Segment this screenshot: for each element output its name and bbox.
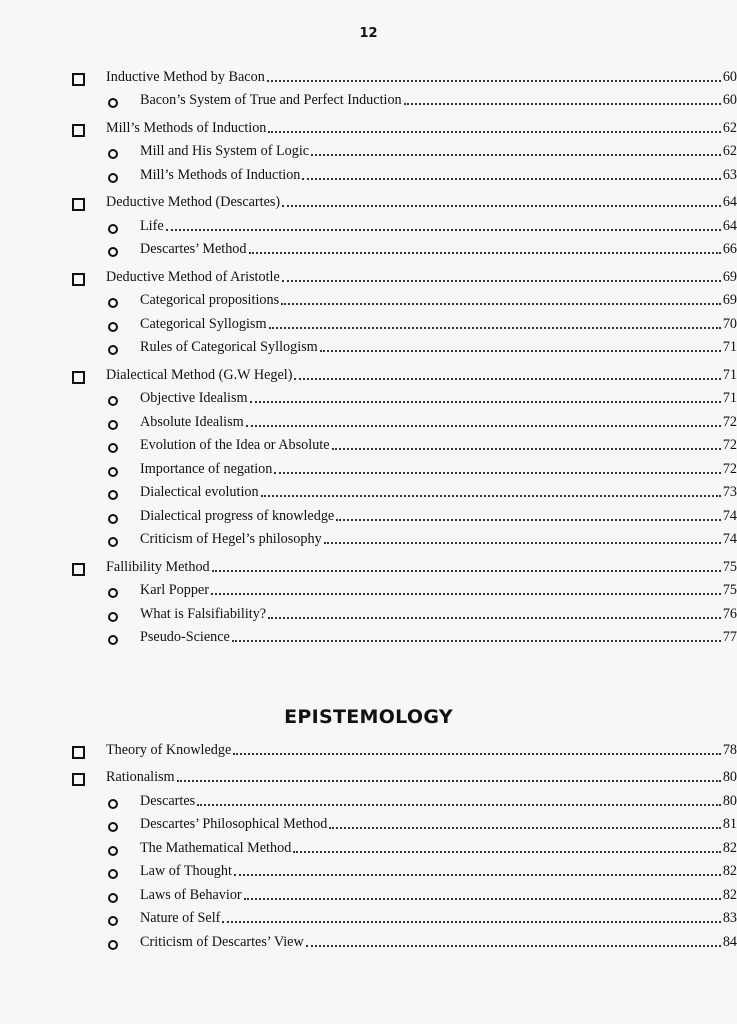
- dot-leader: [306, 945, 721, 947]
- dot-leader: [320, 350, 721, 352]
- toc-entry-label: Mill and His System of Logic: [140, 143, 310, 159]
- toc-entry-label: Categorical Syllogism: [140, 315, 267, 332]
- toc-entry-page: 77: [722, 629, 737, 645]
- toc-subentry: [0, 335, 737, 359]
- circle-bullet-icon: [108, 841, 140, 859]
- toc-entry-page: 71: [722, 390, 737, 406]
- toc-subentry: [0, 386, 737, 410]
- circle-bullet-icon: [108, 144, 140, 162]
- checkbox-bullet-icon: [72, 743, 106, 761]
- toc-entry-page: 74: [722, 531, 737, 547]
- toc-entry-label: Theory of Knowledge: [106, 741, 232, 758]
- circle-bullet-icon: [108, 293, 140, 311]
- toc-entry-page: 78: [722, 741, 737, 758]
- dot-leader: [336, 519, 721, 521]
- circle-bullet-icon: [108, 242, 140, 260]
- toc-entry-label: Mill’s Methods of Induction: [106, 119, 267, 136]
- toc-entry-page: 64: [722, 217, 737, 234]
- toc-entry-page: 74: [722, 507, 737, 524]
- dot-leader: [332, 448, 721, 450]
- toc-subentry: [0, 882, 737, 906]
- checkbox-bullet-icon: [72, 121, 106, 139]
- dot-leader: [311, 154, 721, 156]
- toc-subentry: [0, 578, 737, 602]
- checkbox-bullet-icon: [72, 770, 106, 788]
- toc-subentry: [0, 906, 737, 930]
- circle-bullet-icon: [108, 93, 140, 111]
- circle-bullet-icon: [108, 219, 140, 237]
- dot-leader: [267, 80, 721, 82]
- circle-bullet-icon: [108, 888, 140, 906]
- toc-entry-label: Life: [140, 217, 164, 234]
- toc-entry-label: Dialectical Method (G.W Hegel): [106, 366, 293, 383]
- toc-subentry: [0, 288, 737, 312]
- dot-leader: [293, 851, 721, 853]
- toc-subentry: [0, 409, 737, 433]
- toc-entry-label: Inductive Method by Bacon: [106, 68, 265, 85]
- toc-section-epistemology: [0, 733, 737, 953]
- toc-entry-page: 63: [722, 166, 737, 183]
- toc-subentry: [0, 213, 737, 237]
- toc-entry-label: Absolute Idealism: [140, 413, 244, 430]
- toc-entry-label: Criticism of Hegel’s philosophy: [140, 531, 322, 547]
- toc-subentry: [0, 812, 737, 836]
- dot-leader: [281, 303, 721, 305]
- toc-subentry: [0, 788, 737, 812]
- toc-entry-label: Law of Thought: [140, 863, 232, 879]
- dot-leader: [177, 780, 721, 782]
- circle-bullet-icon: [108, 391, 140, 409]
- toc-entry-label: Criticism of Descartes’ View: [140, 933, 304, 950]
- toc-entry-page: 72: [722, 437, 737, 453]
- toc-entry: [0, 64, 737, 88]
- toc-entry: [0, 765, 737, 789]
- toc-entry-page: 72: [722, 460, 737, 477]
- toc-entry-page: 75: [722, 582, 737, 598]
- toc-subentry: [0, 503, 737, 527]
- dot-leader: [232, 640, 721, 642]
- dot-leader: [269, 327, 721, 329]
- toc-subentry: [0, 311, 737, 335]
- toc-entry-page: 64: [722, 194, 737, 210]
- circle-bullet-icon: [108, 340, 140, 358]
- page-number: 12: [359, 26, 378, 41]
- toc-entry-page: 62: [722, 143, 737, 159]
- toc-entry-page: 66: [722, 241, 737, 257]
- dot-leader: [268, 617, 721, 619]
- toc-section-methods: [0, 60, 737, 648]
- dot-leader: [294, 378, 720, 380]
- toc-subentry: [0, 625, 737, 649]
- dot-leader: [282, 205, 721, 207]
- toc-entry-label: Categorical propositions: [140, 292, 280, 308]
- circle-bullet-icon: [108, 532, 140, 550]
- toc-entry: [0, 190, 737, 214]
- toc-entry-label: The Mathematical Method: [140, 839, 292, 856]
- toc-entry-page: 69: [722, 268, 737, 285]
- toc-entry-page: 70: [722, 315, 737, 332]
- dot-leader: [166, 229, 721, 231]
- toc-entry-label: Fallibility Method: [106, 558, 210, 575]
- checkbox-bullet-icon: [72, 560, 106, 578]
- dot-leader: [246, 425, 721, 427]
- circle-bullet-icon: [108, 864, 140, 882]
- toc-entry-page: 69: [722, 292, 737, 308]
- dot-leader: [324, 542, 721, 544]
- dot-leader: [211, 593, 721, 595]
- toc-entry: [0, 115, 737, 139]
- circle-bullet-icon: [108, 935, 140, 953]
- toc-subentry: [0, 139, 737, 163]
- dot-leader: [261, 495, 721, 497]
- toc-entry-label: Pseudo-Science: [140, 629, 230, 645]
- toc-entry: [0, 737, 737, 761]
- dot-leader: [212, 570, 721, 572]
- circle-bullet-icon: [108, 168, 140, 186]
- dot-leader: [234, 874, 721, 876]
- toc-entry-label: Dialectical progress of knowledge: [140, 507, 335, 524]
- toc-entry: [0, 362, 737, 386]
- toc-entry-label: Descartes’ Philosophical Method: [140, 816, 328, 832]
- toc-entry-label: Bacon’s System of True and Perfect Induction: [140, 92, 402, 108]
- toc-subentry: [0, 835, 737, 859]
- toc-entry-label: What is Falsifiability?: [140, 605, 267, 622]
- toc-entry-label: Rules of Categorical Syllogism: [140, 339, 318, 355]
- toc-entry-page: 82: [722, 839, 737, 856]
- toc-entry-label: Evolution of the Idea or Absolute: [140, 437, 330, 453]
- toc-subentry: [0, 929, 737, 953]
- circle-bullet-icon: [108, 794, 140, 812]
- toc-entry-page: 72: [722, 413, 737, 430]
- dot-leader: [250, 401, 721, 403]
- toc-entry-label: Dialectical evolution: [140, 484, 259, 500]
- toc-entry-label: Mill’s Methods of Induction: [140, 166, 301, 183]
- toc-entry-label: Deductive Method (Descartes): [106, 194, 281, 210]
- dot-leader: [268, 131, 720, 133]
- toc-entry-page: 76: [722, 605, 737, 622]
- toc-entry-label: Rationalism: [106, 769, 175, 785]
- toc-subentry: [0, 237, 737, 261]
- toc-entry-page: 80: [722, 792, 737, 809]
- toc-entry-page: 82: [722, 863, 737, 879]
- circle-bullet-icon: [108, 462, 140, 480]
- toc-entry-label: Importance of negation: [140, 460, 273, 477]
- circle-bullet-icon: [108, 485, 140, 503]
- dot-leader: [244, 898, 721, 900]
- dot-leader: [302, 178, 720, 180]
- dot-leader: [404, 103, 721, 105]
- toc-entry-label: Descartes’ Method: [140, 241, 247, 257]
- toc-entry: [0, 554, 737, 578]
- toc-entry-label: Deductive Method of Aristotle: [106, 268, 280, 285]
- toc-subentry: [0, 480, 737, 504]
- toc-entry-page: 81: [722, 816, 737, 832]
- toc-entry-page: 73: [722, 484, 737, 500]
- circle-bullet-icon: [108, 438, 140, 456]
- circle-bullet-icon: [108, 509, 140, 527]
- circle-bullet-icon: [108, 607, 140, 625]
- dot-leader: [222, 921, 720, 923]
- toc-entry-page: 83: [722, 910, 737, 926]
- circle-bullet-icon: [108, 415, 140, 433]
- dot-leader: [249, 252, 721, 254]
- toc-entry-page: 75: [722, 558, 737, 575]
- checkbox-bullet-icon: [72, 368, 106, 386]
- toc-subentry: [0, 433, 737, 457]
- toc-subentry: [0, 859, 737, 883]
- circle-bullet-icon: [108, 817, 140, 835]
- toc-entry-page: 62: [722, 119, 737, 136]
- dot-leader: [282, 280, 721, 282]
- checkbox-bullet-icon: [72, 195, 106, 213]
- section-heading-epistemology: EPISTEMOLOGY: [284, 706, 453, 728]
- toc-entry-label: Nature of Self: [140, 910, 221, 926]
- toc-subentry: [0, 601, 737, 625]
- toc-entry-page: 82: [722, 886, 737, 903]
- toc-entry-page: 71: [722, 366, 737, 383]
- toc-subentry: [0, 88, 737, 112]
- toc-entry-page: 60: [722, 92, 737, 108]
- checkbox-bullet-icon: [72, 270, 106, 288]
- toc-entry: [0, 264, 737, 288]
- toc-subentry: [0, 456, 737, 480]
- dot-leader: [233, 753, 721, 755]
- dot-leader: [274, 472, 720, 474]
- checkbox-bullet-icon: [72, 70, 106, 88]
- toc-entry-page: 71: [722, 339, 737, 355]
- dot-leader: [197, 804, 721, 806]
- toc-entry-label: Karl Popper: [140, 582, 209, 598]
- toc-entry-label: Laws of Behavior: [140, 886, 242, 903]
- circle-bullet-icon: [108, 630, 140, 648]
- toc-entry-label: Objective Idealism: [140, 390, 248, 406]
- toc-entry-page: 80: [722, 769, 737, 785]
- circle-bullet-icon: [108, 317, 140, 335]
- toc-entry-label: Descartes: [140, 792, 196, 809]
- toc-entry-page: 84: [722, 933, 737, 950]
- toc-subentry: [0, 527, 737, 551]
- dot-leader: [329, 827, 721, 829]
- toc-entry-page: 60: [722, 68, 737, 85]
- circle-bullet-icon: [108, 911, 140, 929]
- toc-subentry: [0, 162, 737, 186]
- circle-bullet-icon: [108, 583, 140, 601]
